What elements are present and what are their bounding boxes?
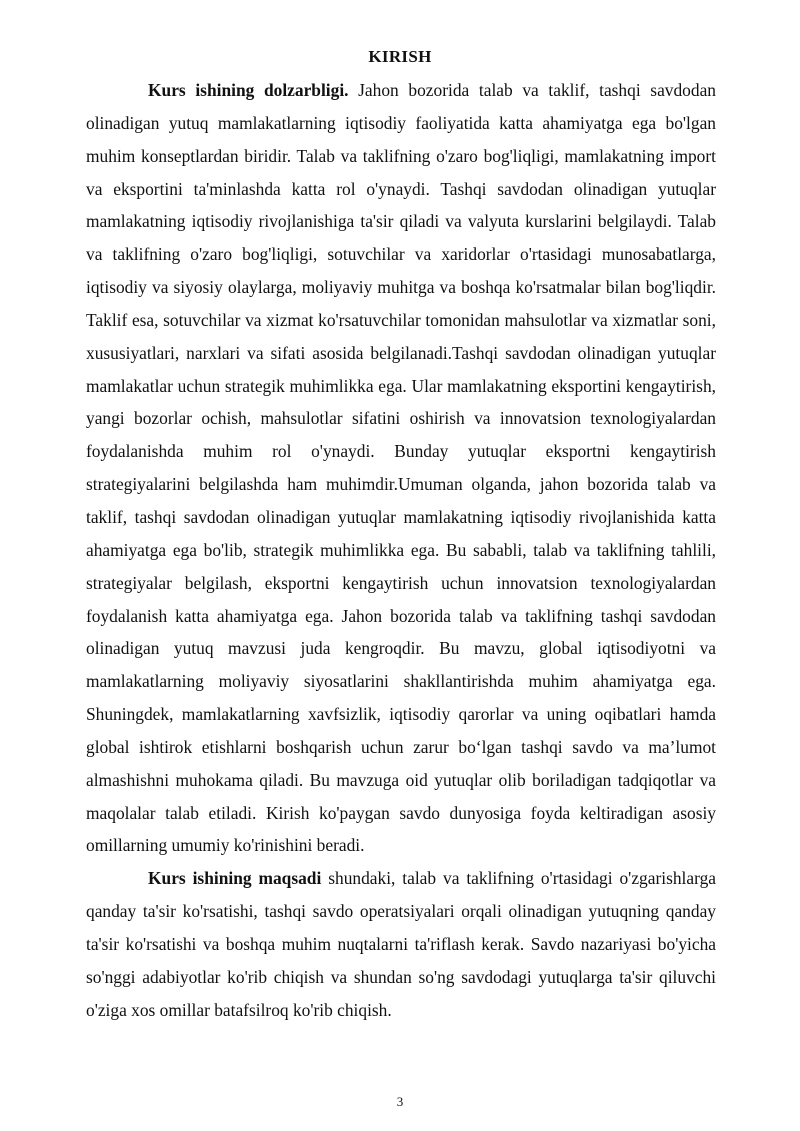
paragraph-lead: Kurs ishining maqsadi [148, 868, 322, 889]
paragraph-relevance [86, 74, 716, 862]
paragraph-text: Jahon bozorida talab va taklif, tashqi savdodan olinadigan yutuq mamlakatlarning iqtisodiy faoliyatida katta ahamiyatga ega bo'lgan muhim konseptlardan biridir. Talab va taklifning o'zaro bog'liqligi, mamlakatning import va eksportini ta'minlashda katta rol o'ynaydi. Tashqi savdodan olinadigan yutuqlar mamlakatning iqtisodiy rivojlanishiga ta'sir qiladi va valyuta kurslarini belgilaydi. Talab va taklifning o'zaro bog'liqligi, sotuvchilar va xaridorlar o'rtasidagi munosabatlarga, iqtisodiy va siyosiy olaylarga, moliyaviy muhitga va boshqa ko'rsatmalar bilan bog'liqdir. Taklif esa, sotuvchilar va xizmat ko'rsatuvchilar tomonidan mahsulotlar va xizmatlar soni, xususiyatlari, narxlari va sifati asosida belgilanadi.Tashqi savdodan olinadigan yutuqlar mamlakatlar uchun strategik muhimlikka ega. Ular mamlakatning eksportini kengaytirish, yangi bozorlar ochish, mahsulotlar sifatini oshirish va innovatsion texnologiyalardan foydalanishda muhim rol o'ynaydi. Bunday yutuqlar eksportni kengaytirish strategiyalarini belgilashda ham muhimdir.Umuman olganda, jahon bozorida talab va taklif, tashqi savdodan olinadigan yutuqlar mamlakatning iqtisodiy rivojlanishida katta ahamiyatga ega bo'lib, strategik muhimlikka ega. Bu sababli, talab va taklifning tahlili, strategiyalar belgilash, eksportni kengaytirish uchun innovatsion texnologiyalardan foydalanish katta ahamiyatga ega. Jahon bozorida talab va taklifning tashqi savdodan olinadigan yutuq mavzusi juda kengroqdir. Bu mavzu, global iqtisodiyotni va mamlakatlarning moliyaviy siyosatlarini shakllantirishda muhim ahamiyatga ega. Shuningdek, mamlakatlarning xavfsizlik, iqtisodiy qarorlar va uning oqibatlari hamda global ishtirok etishlarni boshqarish uchun zarur bo‘lgan tashqi savdo va ma’lumot almashishni muhokama qiladi. Bu mavzuga oid yutuqlar olib boriladigan tadqiqotlar va maqolalar talab etiladi. Kirish ko'paygan savdo dunyosiga foyda keltiradigan asosiy omillarning umumiy ko'rinishini beradi. [86, 80, 716, 856]
paragraph-goal [86, 862, 716, 1026]
paragraph-lead: Kurs ishining dolzarbligi. [148, 80, 349, 100]
paragraph-text: shundaki, talab va taklifning o'rtasidagi o'zgarishlarga qanday ta'sir ko'rsatishi, tashqi savdo operatsiyalari orqali olinadigan yutuqning qanday ta'sir ko'rsatishi va boshqa muhim nuqtalarni ta'riflash kerak. Savdo nazariyasi bo'yicha so'nggi adabiyotlar ko'rib chiqish va shundan so'ng savdodagi yutuqlarga ta'sir qiluvchi o'ziga xos omillar batafsilroq ko'rib chiqish. [86, 868, 716, 1020]
page-number: 3 [396, 1094, 404, 1109]
page-title: KIRISH [368, 47, 432, 66]
document-body [86, 74, 716, 1026]
